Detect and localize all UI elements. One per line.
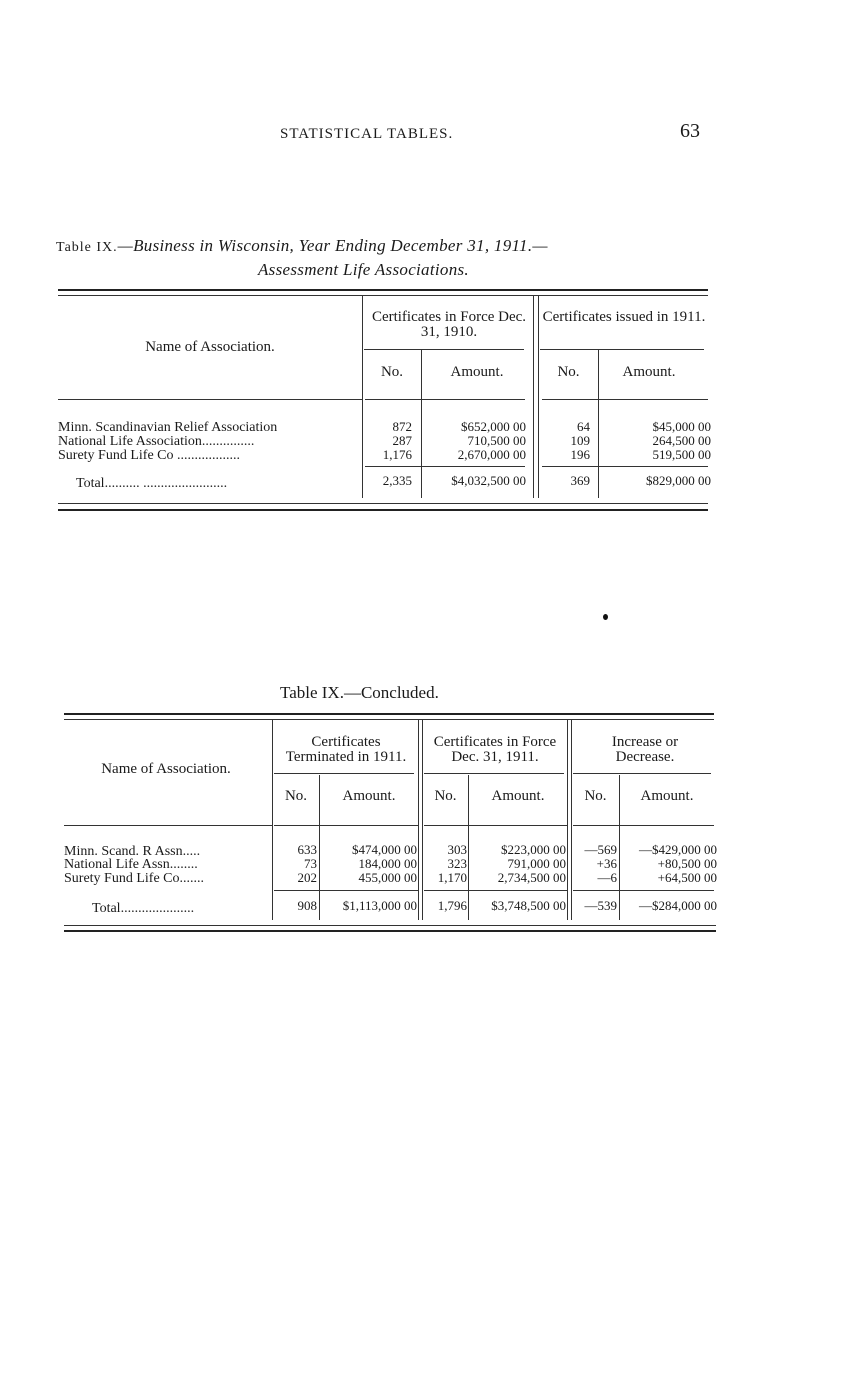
- table2-header-no: No.: [434, 788, 457, 804]
- table1-vrule: [362, 296, 363, 498]
- row-amount: 2,670,000 00: [457, 447, 526, 462]
- table1-header-group2: Certificates issued in 1911.: [542, 309, 706, 325]
- table2-vrule: [418, 720, 419, 920]
- row-no: 872: [392, 419, 412, 434]
- table1-title-prefix: Table IX.: [56, 240, 118, 255]
- total-amount: $4,032,500 00: [451, 473, 526, 488]
- table2-vrule: [272, 720, 273, 920]
- table2-group-rule: [274, 773, 414, 774]
- table2-header-no: No.: [584, 788, 607, 804]
- row-amount: +64,500 00: [657, 870, 717, 885]
- row-no: 1,170: [437, 870, 467, 885]
- row-no: +36: [596, 856, 617, 871]
- row-no: 109: [570, 433, 590, 448]
- row-name: Surety Fund Life Co.......: [64, 871, 204, 886]
- table2-total-rule: [274, 890, 418, 891]
- row-amount: +80,500 00: [657, 856, 717, 871]
- table2-vrule: [567, 720, 568, 920]
- table1-title: [56, 236, 712, 256]
- row-name: Minn. Scand. R Assn.....: [64, 844, 201, 859]
- table2-bottom-rule: [64, 925, 716, 926]
- table1-total-rule: [365, 466, 525, 467]
- total-amount: $1,113,000 00: [342, 898, 417, 913]
- table2-header-amount: Amount.: [491, 788, 545, 804]
- table2-vrule: [422, 720, 423, 920]
- total-label: Total.....................: [92, 901, 195, 916]
- row-amount: 2,734,500 00: [497, 870, 566, 885]
- ink-speck: [603, 614, 608, 620]
- row-no: 633: [297, 842, 317, 857]
- table1-header-rule: [542, 399, 708, 400]
- table1-group-rule: [540, 349, 704, 350]
- table2-total-rule: [424, 890, 567, 891]
- table2-title: Table IX.—Concluded.: [280, 683, 439, 702]
- total-label: Total.......... ........................: [76, 476, 228, 491]
- table1-top-rule-2: [58, 295, 708, 296]
- table2-vrule: [571, 720, 572, 920]
- row-no: 73: [304, 856, 317, 871]
- table2-header-no: No.: [284, 788, 308, 804]
- table1-bottom-rule: [58, 503, 708, 504]
- table2-top-rule-2: [64, 719, 714, 720]
- row-name: Surety Fund Life Co ..................: [58, 448, 240, 463]
- table1-top-rule: [58, 289, 708, 291]
- table1-header-rule: [365, 399, 525, 400]
- running-head: STATISTICAL TABLES.: [280, 126, 454, 142]
- total-no: 369: [570, 473, 590, 488]
- total-amount: $3,748,500 00: [491, 898, 566, 913]
- table1-header-group1: Certificates in Force Dec. 31, 1910.: [371, 309, 527, 340]
- table1-header-name: Name of Association.: [145, 339, 275, 355]
- row-amount: $223,000 00: [501, 842, 566, 857]
- table1-header-rule: [58, 399, 362, 400]
- row-name: National Life Assn........: [64, 857, 198, 872]
- row-no: 196: [570, 447, 590, 462]
- row-amount: 519,500 00: [652, 447, 711, 462]
- table2-header-rule: [274, 825, 418, 826]
- row-no: —569: [584, 842, 617, 857]
- table1-bottom-rule-2: [58, 509, 708, 511]
- row-no: 1,176: [382, 447, 412, 462]
- total-no: 2,335: [382, 473, 412, 488]
- row-name: National Life Association...............: [58, 434, 255, 449]
- table2-bottom-rule-2: [64, 930, 716, 932]
- table2-header-group1: Certificates Terminated in 1911.: [285, 734, 407, 765]
- table1-vrule: [533, 296, 534, 498]
- table1-subtitle: Assessment Life Associations.: [258, 260, 469, 279]
- table1-vrule: [538, 296, 539, 498]
- row-amount: $474,000 00: [352, 842, 417, 857]
- row-amount: $45,000 00: [652, 419, 711, 434]
- row-amount: 264,500 00: [652, 433, 711, 448]
- total-amount: —$284,000 00: [639, 898, 717, 913]
- table1-title-italic: —Business in Wisconsin, Year Ending December 31, 1911.—: [117, 236, 548, 255]
- table2-header-rule: [64, 825, 272, 826]
- table1-header-no: No.: [557, 364, 580, 380]
- table2-header-group2: Certificates in Force Dec. 31, 1911.: [433, 734, 557, 765]
- total-no: 1,796: [437, 898, 467, 913]
- row-name: Minn. Scandinavian Relief Association: [58, 420, 278, 435]
- row-no: 323: [447, 856, 467, 871]
- table2-header-amount: Amount.: [640, 788, 694, 804]
- table2-header-amount: Amount.: [342, 788, 396, 804]
- table1-header-amount: Amount.: [450, 364, 504, 380]
- table2-header-group3: Increase or Decrease.: [611, 734, 679, 765]
- row-no: 303: [447, 842, 467, 857]
- row-amount: 455,000 00: [358, 870, 417, 885]
- total-amount: $829,000 00: [646, 473, 711, 488]
- row-no: 64: [577, 419, 590, 434]
- table2-group-rule: [573, 773, 711, 774]
- table2-header-rule: [573, 825, 714, 826]
- row-no: 202: [297, 870, 317, 885]
- table2-header-rule: [424, 825, 567, 826]
- table1-total-rule: [542, 466, 708, 467]
- total-no: —539: [584, 898, 617, 913]
- row-no: 287: [392, 433, 412, 448]
- row-amount: —$429,000 00: [639, 842, 717, 857]
- table1-header-no: No.: [380, 364, 404, 380]
- table1-header-amount: Amount.: [622, 364, 676, 380]
- table2-top-rule: [64, 713, 714, 715]
- table2-header-name: Name of Association.: [101, 761, 231, 777]
- page-number: 63: [680, 120, 700, 142]
- table2-total-rule: [573, 890, 714, 891]
- row-amount: 710,500 00: [467, 433, 526, 448]
- row-amount: 184,000 00: [358, 856, 417, 871]
- row-amount: 791,000 00: [507, 856, 566, 871]
- table2-group-rule: [424, 773, 564, 774]
- total-no: 908: [297, 898, 317, 913]
- row-amount: $652,000 00: [461, 419, 526, 434]
- row-no: —6: [597, 870, 617, 885]
- table1-group-rule: [364, 349, 524, 350]
